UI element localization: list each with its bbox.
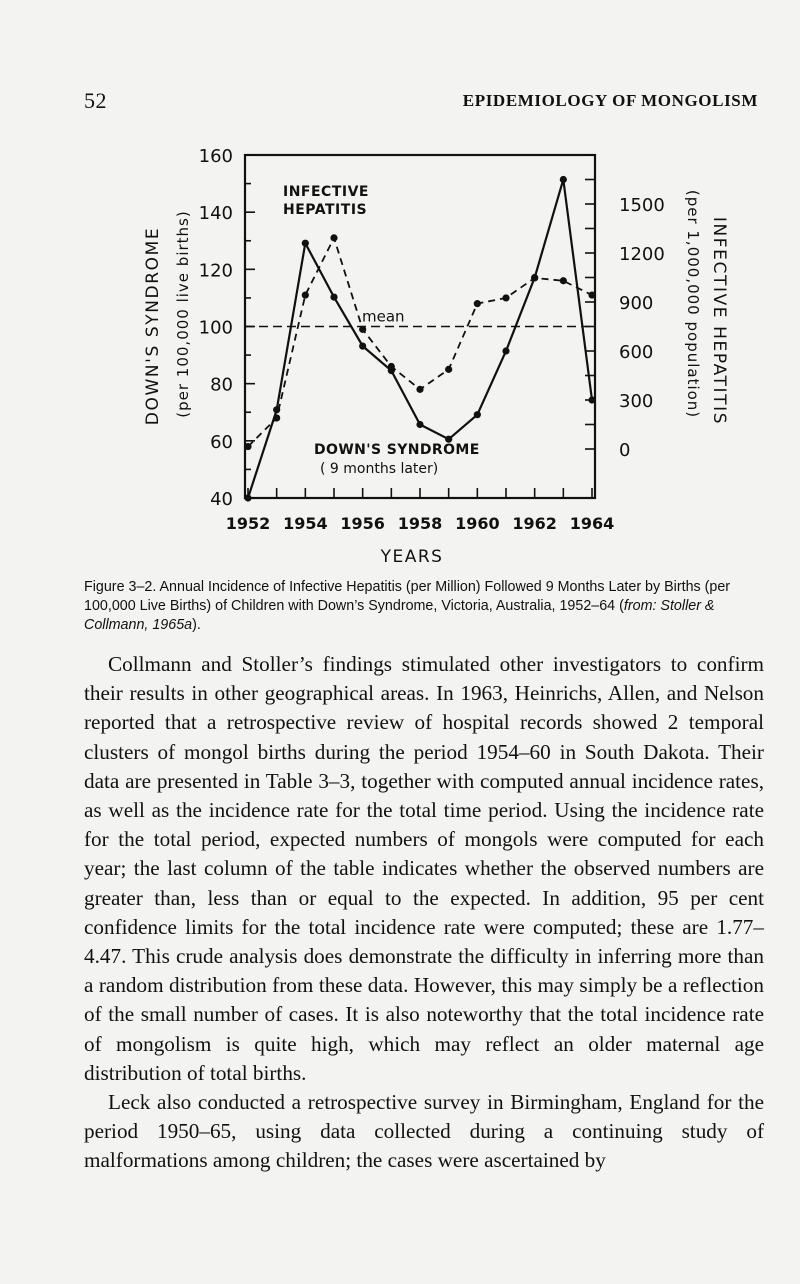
- hepatitis-point: [588, 396, 595, 403]
- hepatitis-point: [502, 347, 509, 354]
- downs-point: [273, 414, 280, 421]
- left-tick-label: 160: [198, 146, 233, 167]
- x-tick-label: 1956: [340, 514, 385, 533]
- downs-point: [416, 386, 423, 393]
- right-tick-label: 0: [619, 440, 631, 461]
- left-tick-label: 120: [198, 260, 233, 282]
- x-tick-label: 1962: [512, 514, 557, 533]
- downs-points: [244, 234, 595, 450]
- paragraph: Collmann and Stoller’s findings stimulated other investigators to confirm their results in other geographical areas. In 1963, Heinrichs, Allen, and Nelson reported that a retrospective review of hospital records showed 2 temporal clusters of mongol births during the period 1954–60 in South Dakota. Their data are presented in Table 3–3, together with computed annual incidence rates, as well as the incidence rate for the total time period. Using the incidence rate for the total period, expected numbers of mongols were computed for each year; the last column of the table indicates whether the observed numbers are greater than, less than or equal to the expected. In addition, 95 per cent confidence limits for the total incidence rate were computed; these are 1.77–4.47. This crude analysis does demonstrate the difficulty in inferring more than a random distribution from these data. However, this may simply be a reflection of the small number of cases. It is also noteworthy that the total incidence rate of mongolism is quite high, which may reflect an older maternal age distribution of total births.: [84, 652, 764, 1085]
- right-axis-title: INFECTIVE HEPATITIS: [709, 216, 729, 426]
- right-tick-label: 300: [619, 391, 654, 412]
- downs-point: [560, 277, 567, 284]
- running-head: EPIDEMIOLOGY OF MONGOLISM: [462, 91, 758, 110]
- downs-point: [359, 326, 366, 333]
- x-tick-label: 1954: [283, 514, 328, 533]
- x-tick-label: 1964: [569, 514, 615, 533]
- x-tick-label: 1958: [397, 514, 443, 533]
- right-tick-label: 1200: [619, 244, 665, 265]
- downs-point: [502, 294, 509, 301]
- downs-point: [474, 300, 481, 307]
- left-tick-label: 60: [210, 431, 233, 453]
- downs-point: [302, 291, 309, 298]
- hepatitis-point: [273, 406, 280, 413]
- right-axis-ticks: [585, 155, 665, 461]
- hepatitis-label-line1: INFECTIVE: [283, 184, 369, 200]
- downs-point: [445, 366, 452, 373]
- left-axis-title: DOWN'S SYNDROME: [143, 226, 163, 426]
- page-number: 52: [84, 88, 107, 113]
- x-axis-title: YEARS: [380, 547, 444, 567]
- caption-source-open: (: [619, 598, 624, 614]
- downs-label-line1: DOWN'S SYNDROME: [314, 442, 480, 458]
- right-tick-label: 600: [619, 342, 654, 363]
- hepatitis-point: [244, 494, 251, 501]
- hepatitis-point: [302, 240, 309, 247]
- downs-point: [330, 234, 337, 241]
- hepatitis-label-line2: HEPATITIS: [283, 202, 368, 218]
- downs-series-line: [248, 238, 592, 447]
- hepatitis-point: [359, 343, 366, 350]
- downs-point: [588, 291, 595, 298]
- mean-label: mean: [362, 307, 405, 326]
- downs-point: [244, 443, 251, 450]
- caption-source-close: ).: [192, 617, 201, 633]
- hepatitis-point: [474, 411, 481, 418]
- x-tick-label: 1952: [225, 514, 271, 533]
- bottom-axis-ticks: [226, 488, 615, 533]
- left-tick-label: 40: [210, 489, 233, 510]
- left-axis-subtitle: (per 100,000 live births): [174, 210, 192, 418]
- right-tick-label: 1500: [619, 195, 665, 216]
- x-tick-label: 1960: [455, 514, 500, 533]
- downs-point: [531, 274, 538, 281]
- hepatitis-point: [330, 294, 337, 301]
- right-axis-subtitle: (per 1,000,000 population): [684, 189, 702, 419]
- figure-caption: [84, 578, 764, 635]
- left-tick-label: 80: [210, 374, 233, 396]
- figure-chart: [0, 0, 800, 575]
- hepatitis-point: [560, 176, 567, 183]
- right-tick-label: 900: [619, 293, 654, 314]
- downs-label-line2: ( 9 months later): [320, 461, 439, 477]
- hepatitis-point: [416, 421, 423, 428]
- caption-text: Figure 3–2. Annual Incidence of Infective Hepatitis (per Million) Followed 9 Months Later by Births (per 100,000 Live Births) of Children with Down’s Syndrome, Victoria, Australia, 1952–64: [84, 579, 731, 614]
- paragraph: Leck also conducted a retrospective survey in Birmingham, England for the period 1950–65, using data collected during a continuing study of malformations among children; the cases were ascertained by: [84, 1090, 764, 1173]
- caption-source: from: Stoller & Collmann, 1965a: [84, 598, 715, 633]
- body-text: [84, 650, 764, 1176]
- left-tick-label: 100: [198, 317, 233, 339]
- left-axis-ticks: [199, 146, 255, 510]
- downs-point: [388, 363, 395, 370]
- left-tick-label: 140: [198, 203, 233, 225]
